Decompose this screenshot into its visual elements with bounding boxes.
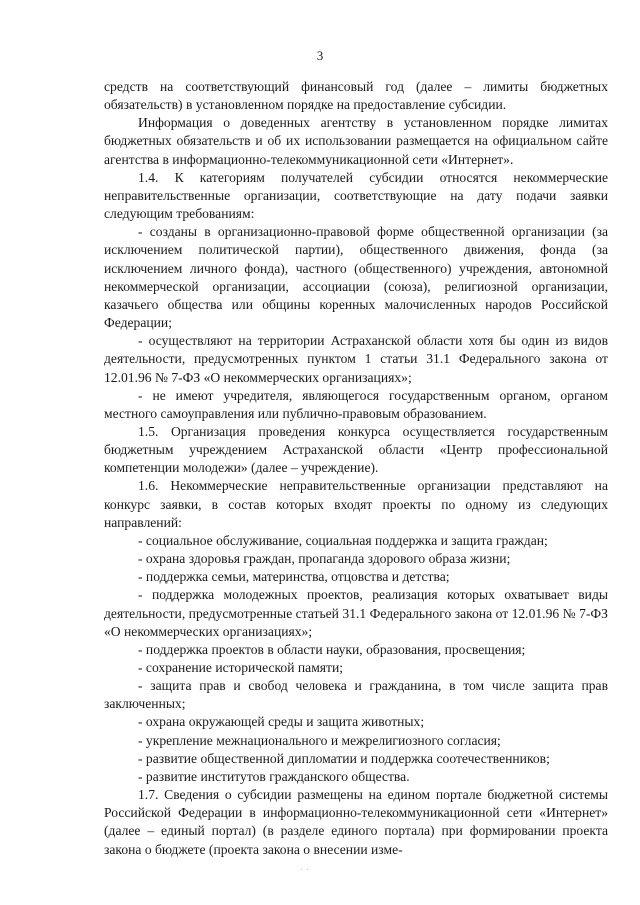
paragraph: - поддержка семьи, материнства, отцовства и детства; bbox=[138, 569, 450, 585]
paragraph: 1.7. Сведения о субсидии размещены на едином портале бюджетной системы Российской Федерации в информационно-телекоммуникационной сети «Интернет» (далее – единый портал) (в разделе единого портала) при формировании проекта закона о бюджете (проекта закона о внесении изме- bbox=[104, 787, 608, 857]
paragraph: - социальное обслуживание, социальная поддержка и защита граждан; bbox=[138, 532, 548, 548]
paragraph: - охрана окружающей среды и защита животных; bbox=[138, 714, 425, 730]
page-number: 3 bbox=[316, 48, 324, 63]
paragraph: - сохранение исторической памяти; bbox=[138, 660, 344, 675]
paragraph: - укрепление межнационального и межрелигиозного согласия; bbox=[138, 732, 501, 748]
paragraph: 1.5. Организация проведения конкурса осуществляется государственным бюджетным учреждением Астраханской области «Центр профессиональной компетенции молодежи» (далее – учреждение). bbox=[104, 423, 608, 476]
paragraph: - поддержка проектов в области науки, образования, просвещения; bbox=[138, 641, 526, 657]
paragraph: - охрана здоровья граждан, пропаганда здорового образа жизни; bbox=[138, 551, 511, 567]
scan-artifact: · · bbox=[300, 865, 310, 876]
paragraph: - поддержка молодежных проектов, реализация которых охватывает виды деятельности, предусмотренные статьей 31.1 Федерального закона от 12.01.96 № 7-ФЗ «О некоммерческих организациях»; bbox=[104, 587, 608, 639]
paragraph: - осуществляют на территории Астраханской области хотя бы один из видов деятельности, предусмотренных пунктом 1 статьи 31.1 Федерального закона от 12.01.96 № 7-ФЗ «О некоммерческих организациях»; bbox=[104, 333, 608, 385]
paragraph: 1.4. К категориям получателей субсидии относятся некоммерческие неправительственные организации, соответствующие на дату подачи заявки следующим требованиям: bbox=[104, 169, 608, 222]
paragraph: Информация о доведенных агентству в установленном порядке лимитах бюджетных обязательств и об их использовании размещается на официальном сайте агентства в информационно-телекоммуникационной сети «Интернет». bbox=[104, 115, 608, 167]
paragraph: - защита прав и свобод человека и гражданина, в том числе защита прав заключенных; bbox=[104, 678, 608, 712]
paragraph: - развитие институтов гражданского общества. bbox=[138, 768, 410, 784]
document-body bbox=[104, 78, 608, 859]
paragraph: - не имеют учредителя, являющегося государственным органом, органом местного самоуправления или публично-правовым образованием. bbox=[104, 387, 608, 421]
paragraph: средств на соответствующий финансовый год (далее – лимиты бюджетных обязательств) в установленном порядке на предоставление субсидии. bbox=[104, 79, 608, 113]
paragraph: 1.6. Некоммерческие неправительственные организации представляют на конкурс заявки, в состав которых входят проекты по одному из следующих направлений: bbox=[104, 478, 608, 530]
paragraph: - развитие общественной дипломатии и поддержка соотечественников; bbox=[138, 750, 550, 766]
paragraph: - созданы в организационно-правовой форме общественной организации (за исключением политической партии), общественного движения, фонда (за исключением личного фонда), частного (общественного) учреждения, автономной некоммерческой организации, ассоциации (союза), религиозной организации, казачьего общества или общины коренных малочисленных народов Российской Федерации; bbox=[104, 224, 608, 331]
